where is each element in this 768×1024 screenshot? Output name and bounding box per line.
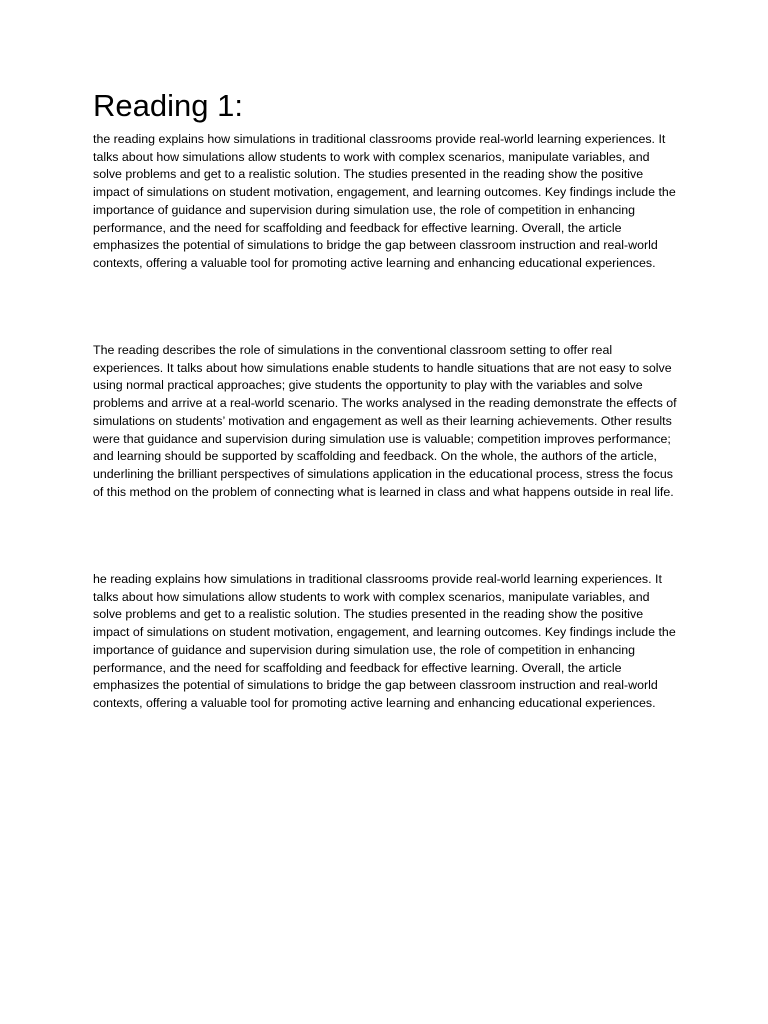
paragraph-3: he reading explains how simulations in traditional classrooms provide real-world learning experiences. It talks about how simulations allow students to work with complex scenarios, manipulate variables, and solve problems and get to a realistic solution. The studies presented in the reading show the positive impact of simulations on student motivation, engagement, and learning outcomes. Key findings include the importance of guidance and supervision during simulation use, the role of competition in enhancing performance, and the need for scaffolding and feedback for effective learning. Overall, the article emphasizes the potential of simulations to bridge the gap between classroom instruction and real-world contexts, offering a valuable tool for promoting active learning and enhancing educational experiences. <box>93 572 676 710</box>
paragraph-1: the reading explains how simulations in traditional classrooms provide real-world learning experiences. It talks about how simulations allow students to work with complex scenarios, manipulate variables, and solve problems and get to a realistic solution. The studies presented in the reading show the positive impact of simulations on student motivation, engagement, and learning outcomes. Key findings include the importance of guidance and supervision during simulation use, the role of competition in enhancing performance, and the need for scaffolding and feedback for effective learning. Overall, the article emphasizes the potential of simulations to bridge the gap between classroom instruction and real-world contexts, offering a valuable tool for promoting active learning and enhancing educational experiences. <box>93 132 676 270</box>
page-title: Reading 1: <box>93 88 243 123</box>
paragraph-2: The reading describes the role of simulations in the conventional classroom setting to offer real experiences. It talks about how simulations enable students to handle situations that are not easy to solve using normal practical approaches; give students the opportunity to play with the variables and solve problems and arrive at a real-world scenario. The works analysed in the reading demonstrate the effects of simulations on students’ motivation and engagement as well as their learning achievements. Other results were that guidance and supervision during simulation use is valuable; competition improves performance; and learning should be supported by scaffolding and feedback. On the whole, the authors of the article, underlining the brilliant perspectives of simulations application in the educational process, stress the focus of this method on the problem of connecting what is learned in class and what happens outside in real life. <box>93 343 677 499</box>
